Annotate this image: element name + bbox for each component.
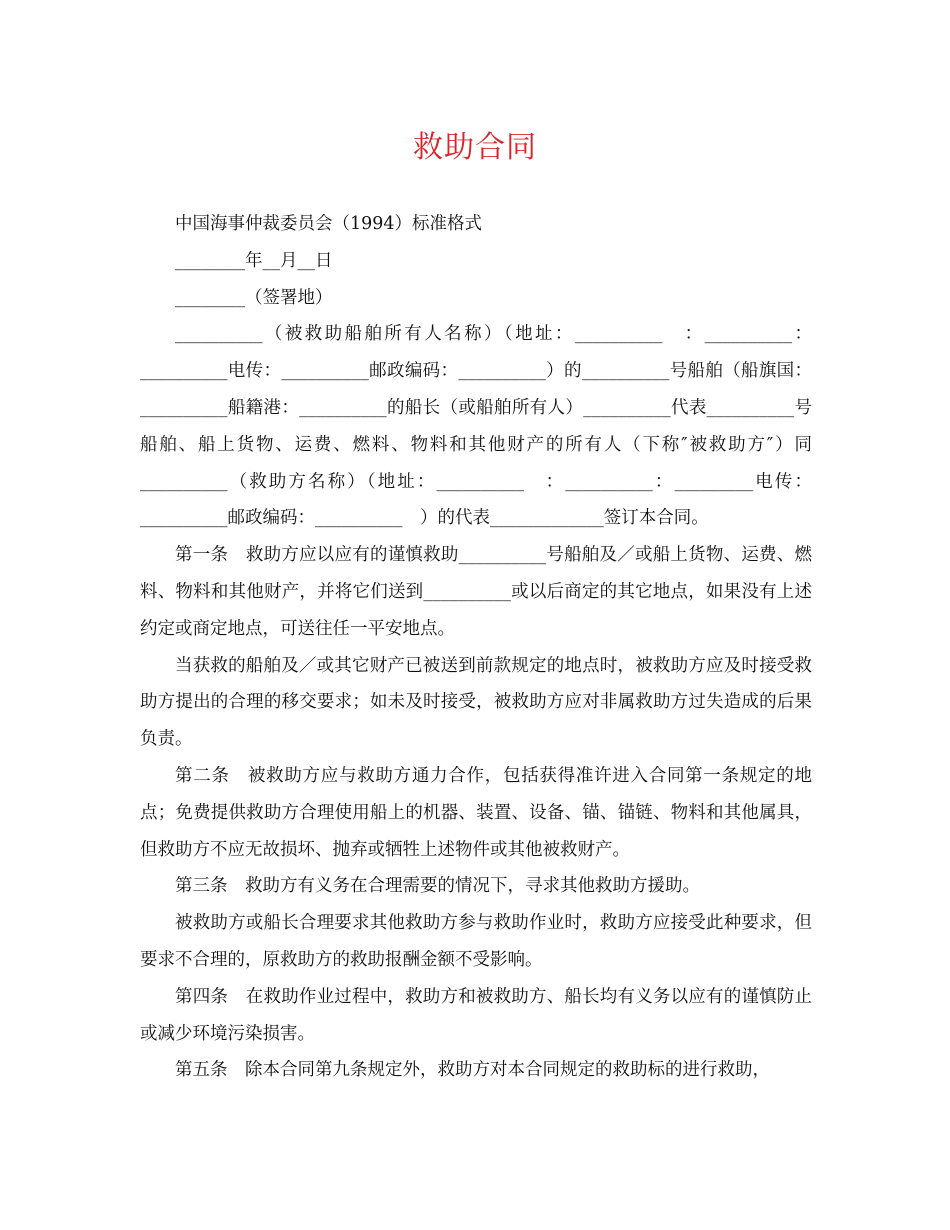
document-title: 救助合同: [413, 130, 537, 165]
article-1-clause-2: 当获救的船舶及／或其它财产已被送到前款规定的地点时，被救助方应及时接受救助方提出的合理的移交要求；如未及时接受，被救助方应对非属救助方过失造成的后果负责。: [140, 655, 812, 750]
parties-paragraph: __________（被救助船舶所有人名称）（地址：__________ ：__________：__________电传：__________邮政编码：__________）的__________号船舶（船旗国：__________船籍港：__________的船长（或船舶所有人）__________代表__________号船舶、船上货物、运费、燃料、物料和其他财产的所有人（下称″被救助方″）同__________（救助方名称）（地址：__________ ：__________：_________电传：__________邮政编码：__________ ）的代表_____________签订本合同。: [140, 324, 812, 529]
article-3: 第三条 救助方有义务在合理需要的情况下，寻求其他救助方援助。: [175, 876, 700, 897]
signing-place-line: ________（签署地）: [175, 287, 333, 308]
date-line: ________年__月__日: [175, 250, 333, 271]
standard-format-line: 中国海事仲裁委员会（1994）标准格式: [175, 214, 483, 234]
article-4: 第四条 在救助作业过程中，救助方和被救助方、船长均有义务以应有的谨慎防止或减少环境污染损害。: [140, 986, 812, 1044]
article-5: 第五条 除本合同第九条规定外，救助方对本合同规定的救助标的进行救助，: [175, 1060, 770, 1081]
article-3-clause-2: 被救助方或船长合理要求其他救助方参与救助作业时，救助方应接受此种要求，但要求不合理的，原救助方的救助报酬金额不受影响。: [140, 913, 812, 970]
article-2: 第二条 被救助方应与救助方通力合作，包括获得准许进入合同第一条规定的地点；免费提供救助方合理使用船上的机器、装置、设备、锚、锚链、物料和其他属具，但救助方不应无故损坏、抛弃或牺牲上述物件或其他被救财产。: [140, 765, 812, 860]
document-body: [140, 206, 812, 1089]
article-1: 第一条 救助方应以应有的谨慎救助__________号船舶及／或船上货物、运费、燃料、物料和其他财产，并将它们送到__________或以后商定的其它地点，如果没有上述约定或商定地点，可送往任一平安地点。: [140, 545, 812, 639]
